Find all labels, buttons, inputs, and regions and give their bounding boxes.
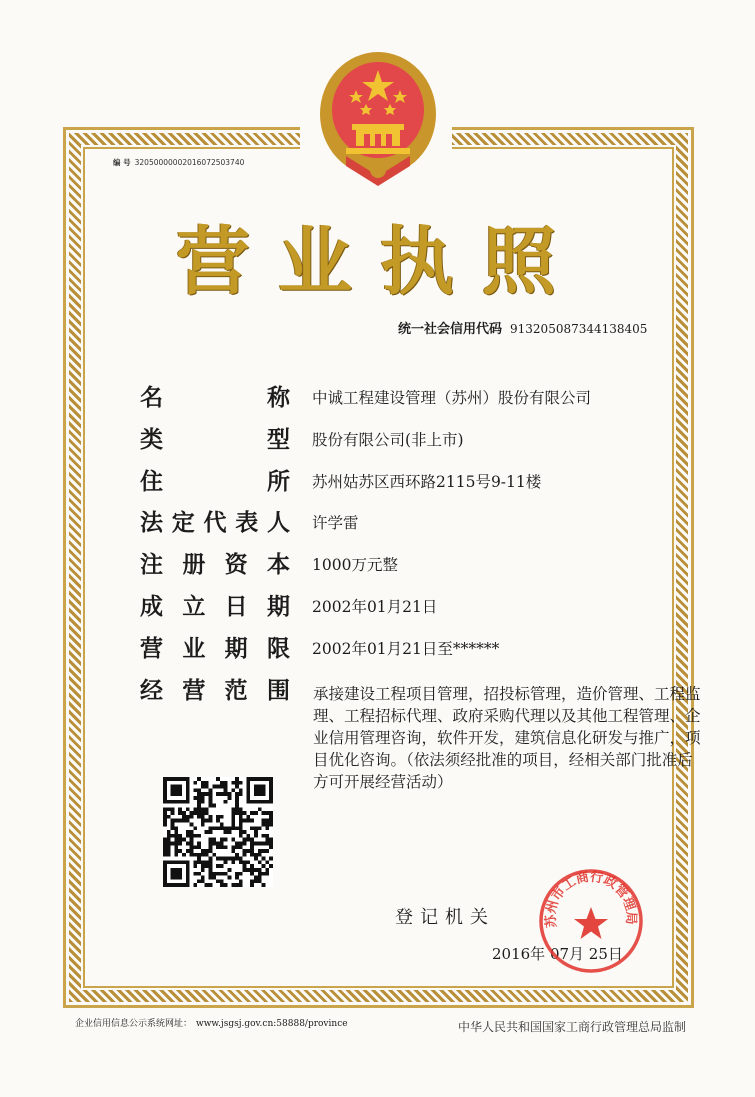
field-legal-rep-label: 法 定 代 表 人 (140, 510, 290, 536)
field-address-label: 住 所 (140, 469, 290, 495)
field-established-value: 2002年01月21日 (312, 598, 438, 616)
registration-date: 2016年 07月 25日 (492, 945, 623, 963)
registration-authority-label: 登记机关 (395, 907, 495, 928)
field-term-value: 2002年01月21日至****** (312, 640, 500, 658)
qr-code (163, 777, 273, 887)
field-scope-label: 经 营 范 围 (140, 678, 290, 704)
credit-code (398, 318, 647, 337)
field-established-label: 成 立 日 期 (140, 594, 290, 620)
footer-website-label: 企业信用信息公示系统网址： (75, 1019, 193, 1029)
field-scope-value: 承接建设工程项目管理，招投标管理，造价管理、工程监理、工程招标代理、政府采购代理以及其他工程管理、企业信用管理咨询，软件开发，建筑信息化研发与推广，项目优化咨询。（依法须经批准的项目，经相关部门批准后方可开展经营活动） (313, 685, 701, 791)
serial-value: 32050000002016072503740 (134, 158, 245, 167)
official-seal (537, 867, 645, 975)
document-title: 营业执照 (176, 219, 584, 305)
field-type-label: 类 型 (140, 427, 290, 453)
field-name-value: 中诚工程建设管理（苏州）股份有限公司 (312, 389, 592, 407)
field-name-label: 名 称 (140, 385, 290, 411)
credit-code-label: 统一社会信用代码 (398, 322, 503, 337)
field-address-value: 苏州姑苏区西环路2115号9-11楼 (312, 473, 542, 491)
seal-text: 苏州市工商行政管理局 (543, 869, 639, 929)
field-legal-rep-value: 许学雷 (312, 514, 359, 532)
serial-label: 编 号 (113, 158, 131, 167)
field-term-label: 营 业 期 限 (140, 636, 290, 662)
serial-number (113, 157, 244, 168)
field-capital-label: 注 册 资 本 (140, 552, 290, 578)
credit-code-value: 913205087344138405 (510, 322, 648, 336)
footer-supervisor: 中华人民共和国国家工商行政管理总局监制 (458, 1020, 687, 1034)
footer-website (75, 1016, 348, 1029)
footer-website-url: www.jsgsj.gov.cn:58888/province (196, 1019, 348, 1029)
national-emblem (316, 48, 440, 190)
field-type-value: 股份有限公司(非上市) (312, 431, 464, 449)
field-capital-value: 1000万元整 (312, 556, 398, 574)
